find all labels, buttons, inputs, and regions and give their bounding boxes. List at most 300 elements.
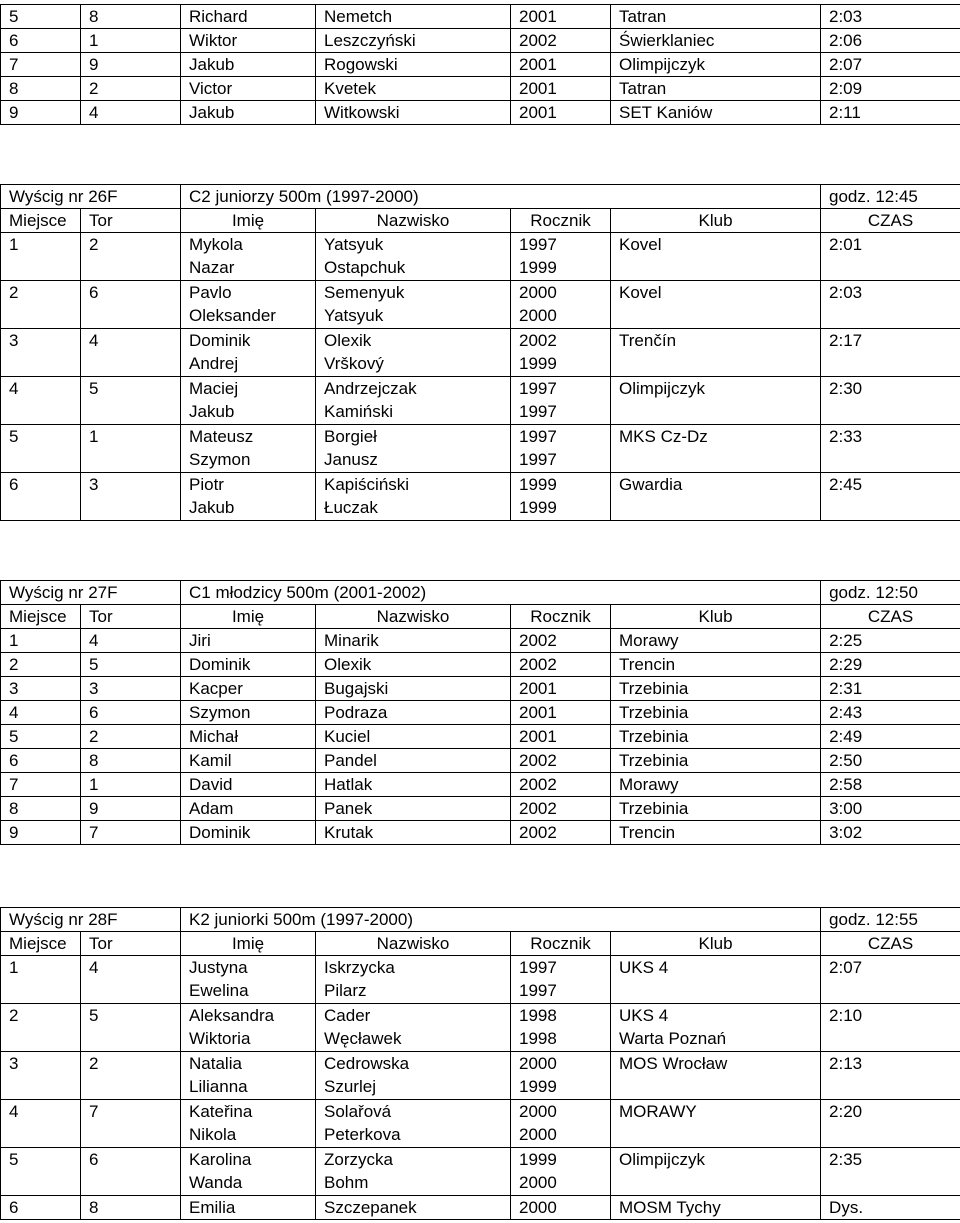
cell-last-name: Kuciel [316, 725, 511, 749]
cell-place: 3 [1, 329, 81, 377]
cell-first-name: Jakub [181, 53, 316, 77]
cell-last-name-line: Olexik [324, 331, 372, 350]
cell-club [611, 1100, 821, 1148]
cell-birth-year: 2002 [511, 821, 611, 845]
cell-birth-year: 2001 [511, 5, 611, 29]
cell-club: Trzebinia [611, 725, 821, 749]
cell-lane: 8 [81, 5, 181, 29]
cell-club-line [619, 1171, 820, 1194]
table-row [1, 29, 960, 53]
cell-club: MOSM Tychy [611, 1196, 821, 1220]
cell-first-name: Kamil [181, 749, 316, 773]
cell-lane: 2 [81, 725, 181, 749]
cell-last-name-line: Semenyuk [324, 283, 405, 302]
cell-birth-year: 2002 [511, 653, 611, 677]
cell-time: 2:07 [821, 53, 960, 77]
table-row [1, 53, 960, 77]
cell-time: 2:50 [821, 749, 960, 773]
cell-birth-year [511, 329, 611, 377]
table-row [1, 797, 960, 821]
cell-last-name: Hatlak [316, 773, 511, 797]
cell-place: 6 [1, 749, 81, 773]
cell-time: 2:29 [821, 653, 960, 677]
cell-club-line [619, 979, 820, 1002]
cell-lane: 6 [81, 281, 181, 329]
cell-time: 2:10 [821, 1004, 960, 1052]
cell-birth-year [511, 1004, 611, 1052]
table-row [1, 1100, 960, 1148]
table-row [1, 101, 960, 125]
cell-time: 3:02 [821, 821, 960, 845]
race-time: godz. 12:45 [821, 185, 960, 209]
race-time: godz. 12:50 [821, 581, 960, 605]
table-row [1, 629, 960, 653]
cell-club: Trencin [611, 653, 821, 677]
cell-club: Świerklaniec [611, 29, 821, 53]
cell-club-line: Olimpijczyk [619, 379, 705, 398]
cell-last-name: Bugajski [316, 677, 511, 701]
header-first-name: Imię [181, 605, 316, 629]
cell-club-line: UKS 4 [619, 958, 669, 977]
cell-time: Dys. [821, 1196, 960, 1220]
cell-club-line: Kovel [619, 283, 662, 302]
table-row [1, 473, 960, 521]
cell-last-name-line: Zorzycka [324, 1150, 393, 1169]
cell-club [611, 473, 821, 521]
cell-last-name: Szczepanek [316, 1196, 511, 1220]
header-club: Klub [611, 209, 821, 233]
cell-birth-year: 2002 [511, 29, 611, 53]
cell-last-name: Kvetek [316, 77, 511, 101]
cell-first-name: Jiri [181, 629, 316, 653]
cell-club-line [619, 1123, 820, 1146]
cell-lane: 6 [81, 1148, 181, 1196]
cell-place: 1 [1, 956, 81, 1004]
table-row [1, 821, 960, 845]
cell-last-name [316, 425, 511, 473]
race-number: Wyścig nr 26F [1, 185, 181, 209]
cell-club [611, 956, 821, 1004]
cell-club: SET Kaniów [611, 101, 821, 125]
cell-place: 2 [1, 281, 81, 329]
cell-last-name-line: Bohm [324, 1173, 369, 1192]
cell-club-line [619, 1075, 820, 1098]
cell-first-name-line: Dominik [189, 331, 251, 350]
header-row [1, 605, 960, 629]
cell-club-line [619, 304, 820, 327]
table-row [1, 773, 960, 797]
cell-last-name: Leszczyński [316, 29, 511, 53]
header-lane: Tor [81, 605, 181, 629]
cell-birth-year: 2002 [511, 749, 611, 773]
race-time: godz. 12:55 [821, 908, 960, 932]
cell-birth-year: 2001 [511, 701, 611, 725]
cell-birth-year [511, 233, 611, 281]
cell-club: Tatran [611, 77, 821, 101]
cell-club-line: MOS Wrocław [619, 1054, 728, 1073]
cell-birth-year-line: 1997 [519, 958, 557, 977]
cell-time: 2:03 [821, 5, 960, 29]
cell-time: 2:03 [821, 281, 960, 329]
cell-lane: 3 [81, 677, 181, 701]
cell-last-name: Panek [316, 797, 511, 821]
cell-last-name: Nemetch [316, 5, 511, 29]
cell-birth-year-line: 1999 [519, 354, 557, 373]
cell-club [611, 425, 821, 473]
cell-first-name: Dominik [181, 821, 316, 845]
cell-birth-year-line: 1997 [519, 402, 557, 421]
cell-first-name-line: Oleksander [189, 306, 276, 325]
cell-last-name: Rogowski [316, 53, 511, 77]
cell-club-line [619, 400, 820, 423]
cell-place: 5 [1, 725, 81, 749]
cell-club [611, 329, 821, 377]
cell-place: 7 [1, 53, 81, 77]
cell-first-name-line: Maciej [189, 379, 239, 398]
cell-birth-year-line: 1999 [519, 1077, 557, 1096]
cell-birth-year [511, 1052, 611, 1100]
race-number: Wyścig nr 28F [1, 908, 181, 932]
cell-first-name-line: Justyna [189, 958, 248, 977]
cell-birth-year: 2001 [511, 53, 611, 77]
cell-lane: 5 [81, 653, 181, 677]
cell-first-name-line: Nazar [189, 258, 235, 277]
cell-lane: 4 [81, 329, 181, 377]
cell-first-name-line: Wanda [189, 1173, 243, 1192]
race-title-row [1, 581, 960, 605]
cell-last-name-line: Borgieł [324, 427, 377, 446]
cell-lane: 4 [81, 101, 181, 125]
cell-last-name [316, 1100, 511, 1148]
cell-first-name-line: Ewelina [189, 981, 249, 1000]
cell-first-name: Adam [181, 797, 316, 821]
header-birth-year: Rocznik [511, 209, 611, 233]
cell-place: 5 [1, 425, 81, 473]
cell-first-name-line: Karolina [189, 1150, 252, 1169]
cell-last-name-line: Vrškový [324, 354, 384, 373]
cell-club: Trzebinia [611, 701, 821, 725]
cell-place: 1 [1, 629, 81, 653]
table-row [1, 725, 960, 749]
cell-lane: 2 [81, 233, 181, 281]
cell-club-line: Olimpijczyk [619, 1150, 705, 1169]
cell-birth-year [511, 1100, 611, 1148]
cell-lane: 5 [81, 377, 181, 425]
cell-birth-year [511, 425, 611, 473]
cell-last-name-line: Cedrowska [324, 1054, 410, 1073]
cell-place: 5 [1, 5, 81, 29]
cell-birth-year-line: 2000 [519, 1102, 557, 1121]
cell-first-name: Richard [181, 5, 316, 29]
cell-last-name-line: Yatsyuk [324, 235, 384, 254]
cell-first-name: Szymon [181, 701, 316, 725]
cell-first-name [181, 329, 316, 377]
cell-time: 2:31 [821, 677, 960, 701]
cell-lane: 1 [81, 425, 181, 473]
cell-time: 2:49 [821, 725, 960, 749]
cell-birth-year-line: 1998 [519, 1029, 557, 1048]
race-category: C1 młodzicy 500m (2001-2002) [181, 581, 821, 605]
cell-last-name: Witkowski [316, 101, 511, 125]
cell-place: 9 [1, 101, 81, 125]
cell-last-name-line: Szurlej [324, 1077, 376, 1096]
race-27-table [0, 580, 960, 845]
table-row [1, 233, 960, 281]
cell-lane: 4 [81, 956, 181, 1004]
cell-last-name [316, 956, 511, 1004]
cell-lane: 8 [81, 749, 181, 773]
cell-birth-year-line: 1997 [519, 450, 557, 469]
cell-first-name [181, 473, 316, 521]
cell-last-name-line: Cader [324, 1006, 371, 1025]
cell-lane: 4 [81, 629, 181, 653]
header-first-name: Imię [181, 209, 316, 233]
cell-first-name-line: Natalia [189, 1054, 242, 1073]
cell-place: 3 [1, 1052, 81, 1100]
cell-first-name-line: Piotr [189, 475, 224, 494]
cell-lane: 9 [81, 797, 181, 821]
cell-last-name: Pandel [316, 749, 511, 773]
race-category: K2 juniorki 500m (1997-2000) [181, 908, 821, 932]
cell-birth-year-line: 1997 [519, 981, 557, 1000]
cell-birth-year: 2002 [511, 797, 611, 821]
header-place: Miejsce [1, 605, 81, 629]
cell-birth-year-line: 1999 [519, 258, 557, 277]
cell-time: 3:00 [821, 797, 960, 821]
cell-first-name: Kacper [181, 677, 316, 701]
cell-last-name [316, 329, 511, 377]
cell-time: 2:35 [821, 1148, 960, 1196]
cell-first-name [181, 1148, 316, 1196]
cell-time: 2:11 [821, 101, 960, 125]
cell-place: 8 [1, 77, 81, 101]
cell-first-name: Emilia [181, 1196, 316, 1220]
table-row [1, 677, 960, 701]
cell-place: 4 [1, 1100, 81, 1148]
cell-lane: 5 [81, 1004, 181, 1052]
cell-last-name [316, 473, 511, 521]
cell-birth-year: 2002 [511, 629, 611, 653]
table-row [1, 377, 960, 425]
header-row [1, 932, 960, 956]
cell-birth-year-line: 2000 [519, 306, 557, 325]
race-25-table [0, 4, 960, 125]
cell-birth-year-line: 1999 [519, 475, 557, 494]
cell-first-name-line: Jakub [189, 402, 235, 421]
cell-birth-year-line: 2000 [519, 1054, 557, 1073]
cell-birth-year-line: 1999 [519, 498, 557, 517]
header-club: Klub [611, 932, 821, 956]
cell-first-name [181, 425, 316, 473]
cell-club-line [619, 352, 820, 375]
cell-birth-year: 2001 [511, 725, 611, 749]
cell-place: 8 [1, 797, 81, 821]
cell-club-line: MORAWY [619, 1102, 697, 1121]
cell-birth-year-line: 2000 [519, 1125, 557, 1144]
cell-last-name [316, 1004, 511, 1052]
race-number: Wyścig nr 27F [1, 581, 181, 605]
cell-place: 6 [1, 473, 81, 521]
cell-place: 2 [1, 653, 81, 677]
cell-club: Trencin [611, 821, 821, 845]
cell-last-name-line: Kapiściński [324, 475, 410, 494]
cell-time: 2:30 [821, 377, 960, 425]
cell-time: 2:07 [821, 956, 960, 1004]
cell-place: 2 [1, 1004, 81, 1052]
table-row [1, 1148, 960, 1196]
cell-first-name [181, 281, 316, 329]
header-time: CZAS [821, 932, 960, 956]
cell-first-name-line: Aleksandra [189, 1006, 275, 1025]
cell-place: 4 [1, 377, 81, 425]
table-row [1, 1052, 960, 1100]
table-row [1, 425, 960, 473]
cell-last-name: Podraza [316, 701, 511, 725]
cell-birth-year [511, 473, 611, 521]
cell-last-name-line: Kamiński [324, 402, 393, 421]
cell-club [611, 1004, 821, 1052]
cell-birth-year: 2001 [511, 677, 611, 701]
cell-time: 2:43 [821, 701, 960, 725]
cell-time: 2:09 [821, 77, 960, 101]
cell-lane: 1 [81, 29, 181, 53]
cell-last-name [316, 233, 511, 281]
cell-club: Trzebinia [611, 749, 821, 773]
cell-last-name-line: Ostapchuk [324, 258, 406, 277]
cell-first-name: Dominik [181, 653, 316, 677]
cell-first-name [181, 377, 316, 425]
cell-first-name-line: Kateřina [189, 1102, 253, 1121]
cell-first-name-line: Mykola [189, 235, 243, 254]
cell-last-name-line: Yatsyuk [324, 306, 384, 325]
cell-birth-year: 2001 [511, 101, 611, 125]
cell-lane: 6 [81, 701, 181, 725]
cell-first-name: David [181, 773, 316, 797]
race-category: C2 juniorzy 500m (1997-2000) [181, 185, 821, 209]
cell-last-name-line: Iskrzycka [324, 958, 395, 977]
cell-club-line: UKS 4 [619, 1006, 669, 1025]
cell-first-name-line: Mateusz [189, 427, 254, 446]
header-row [1, 209, 960, 233]
cell-last-name-line: Pilarz [324, 981, 367, 1000]
cell-club-line: Gwardia [619, 475, 683, 494]
cell-club-line [619, 256, 820, 279]
cell-birth-year [511, 956, 611, 1004]
cell-last-name [316, 281, 511, 329]
cell-time: 2:01 [821, 233, 960, 281]
race-title-row [1, 185, 960, 209]
cell-first-name [181, 233, 316, 281]
race-28-table [0, 907, 960, 1220]
race-26-table [0, 184, 960, 521]
cell-first-name [181, 1052, 316, 1100]
cell-club-line: MKS Cz-Dz [619, 427, 708, 446]
header-time: CZAS [821, 209, 960, 233]
cell-birth-year-line: 2000 [519, 283, 557, 302]
table-row [1, 77, 960, 101]
header-last-name: Nazwisko [316, 932, 511, 956]
cell-club-line: Warta Poznań [619, 1029, 727, 1048]
cell-club [611, 1148, 821, 1196]
cell-lane: 8 [81, 1196, 181, 1220]
cell-lane: 2 [81, 1052, 181, 1100]
table-row [1, 1196, 960, 1220]
cell-birth-year: 2000 [511, 1196, 611, 1220]
cell-first-name [181, 956, 316, 1004]
cell-time: 2:45 [821, 473, 960, 521]
cell-club-line [619, 496, 820, 519]
cell-club: Trzebinia [611, 677, 821, 701]
cell-last-name: Minarik [316, 629, 511, 653]
cell-time: 2:33 [821, 425, 960, 473]
cell-lane: 3 [81, 473, 181, 521]
table-row [1, 653, 960, 677]
cell-first-name: Victor [181, 77, 316, 101]
cell-time: 2:20 [821, 1100, 960, 1148]
cell-time: 2:06 [821, 29, 960, 53]
cell-birth-year-line: 2002 [519, 331, 557, 350]
cell-first-name-line: Szymon [189, 450, 251, 469]
cell-birth-year: 2002 [511, 773, 611, 797]
header-lane: Tor [81, 209, 181, 233]
header-place: Miejsce [1, 209, 81, 233]
cell-first-name: Michał [181, 725, 316, 749]
cell-lane: 7 [81, 1100, 181, 1148]
cell-birth-year-line: 1997 [519, 235, 557, 254]
cell-last-name-line: Janusz [324, 450, 378, 469]
cell-first-name: Wiktor [181, 29, 316, 53]
cell-club [611, 1052, 821, 1100]
cell-last-name: Olexik [316, 653, 511, 677]
header-first-name: Imię [181, 932, 316, 956]
cell-first-name-line: Pavlo [189, 283, 232, 302]
cell-last-name-line: Łuczak [324, 498, 378, 517]
cell-last-name [316, 1148, 511, 1196]
header-time: CZAS [821, 605, 960, 629]
cell-club: Morawy [611, 629, 821, 653]
table-row [1, 329, 960, 377]
table-row [1, 281, 960, 329]
cell-birth-year-line: 2000 [519, 1173, 557, 1192]
cell-place: 5 [1, 1148, 81, 1196]
cell-time: 2:17 [821, 329, 960, 377]
cell-birth-year-line: 1997 [519, 379, 557, 398]
cell-club: Trzebinia [611, 797, 821, 821]
cell-lane: 9 [81, 53, 181, 77]
header-club: Klub [611, 605, 821, 629]
cell-club: Olimpijczyk [611, 53, 821, 77]
cell-club-line: Kovel [619, 235, 662, 254]
cell-first-name-line: Wiktoria [189, 1029, 251, 1048]
header-birth-year: Rocznik [511, 605, 611, 629]
cell-place: 6 [1, 29, 81, 53]
cell-last-name-line: Węcławek [324, 1029, 402, 1048]
cell-time: 2:58 [821, 773, 960, 797]
cell-club: Morawy [611, 773, 821, 797]
cell-club [611, 281, 821, 329]
table-row [1, 749, 960, 773]
cell-birth-year-line: 1997 [519, 427, 557, 446]
cell-club [611, 233, 821, 281]
header-birth-year: Rocznik [511, 932, 611, 956]
table-row [1, 701, 960, 725]
cell-birth-year-line: 1998 [519, 1006, 557, 1025]
cell-last-name-line: Andrzejczak [324, 379, 417, 398]
cell-first-name: Jakub [181, 101, 316, 125]
cell-first-name-line: Andrej [189, 354, 239, 373]
cell-first-name-line: Jakub [189, 498, 235, 517]
cell-time: 2:25 [821, 629, 960, 653]
